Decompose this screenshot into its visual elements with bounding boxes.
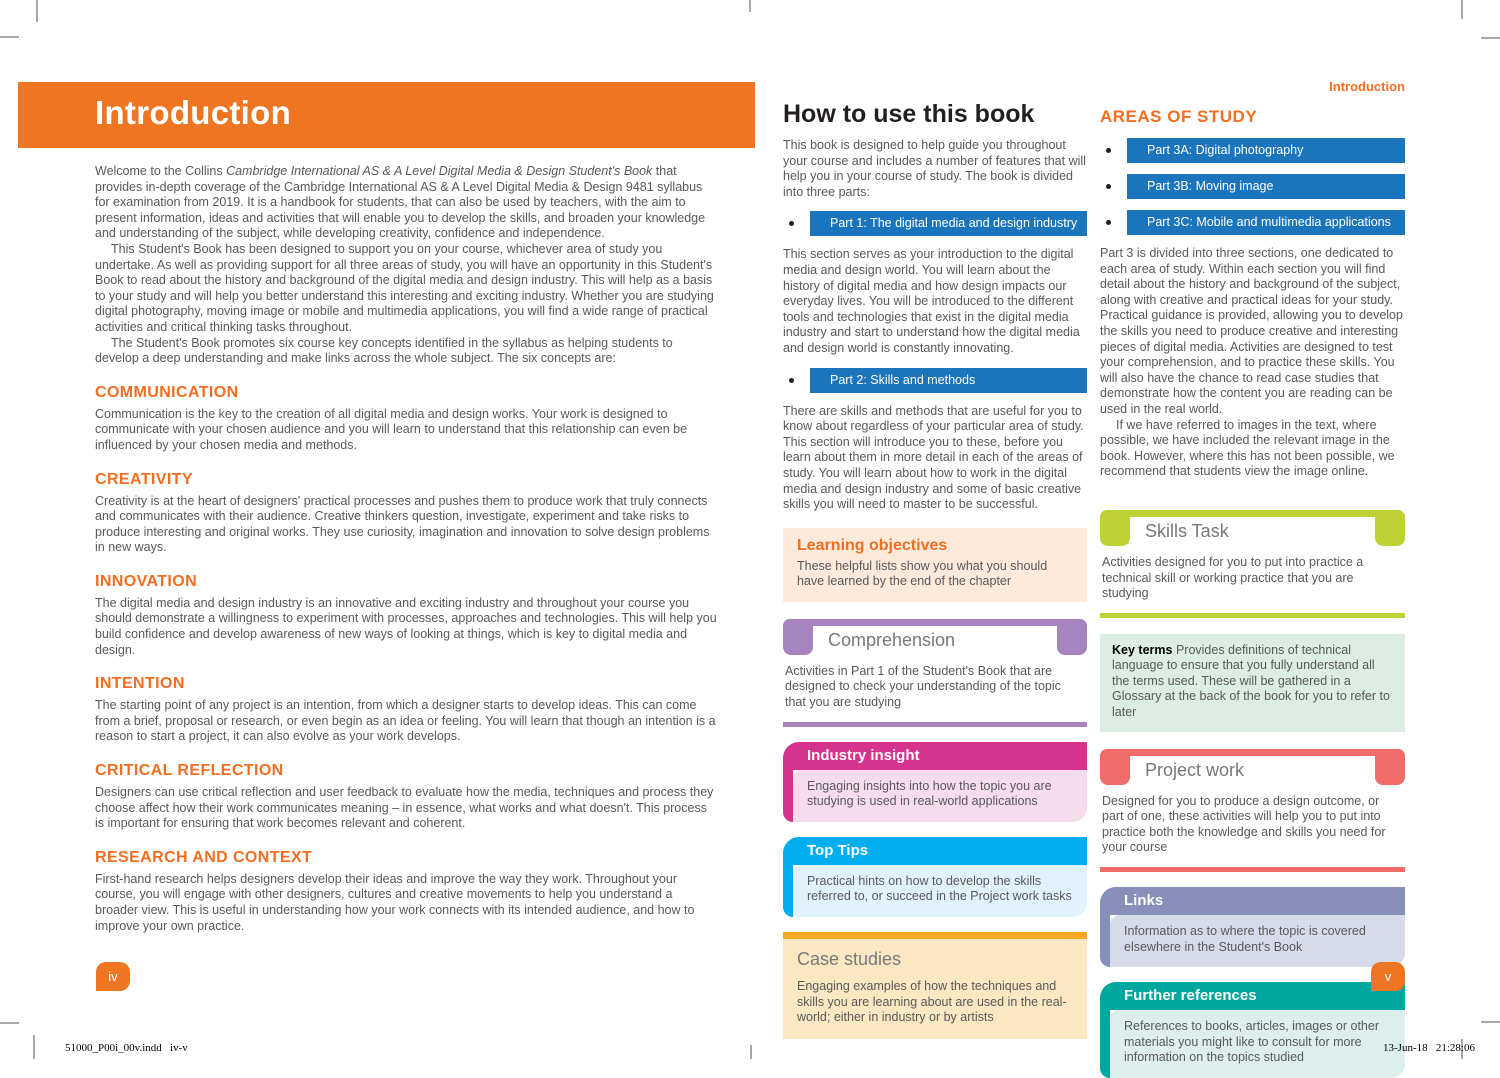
band-stripe (1100, 1010, 1110, 1078)
key-terms-paragraph (1112, 643, 1393, 721)
how-to-title: How to use this book (783, 100, 1035, 128)
part-3c-row (1100, 210, 1405, 235)
bullet-icon (1106, 148, 1111, 153)
case-studies-title: Case studies (797, 949, 902, 970)
case-studies-body: Engaging examples of how the techniques and skills you are learning about are used in the real-world; either in industry or by artists (797, 979, 1067, 1025)
running-head: Introduction (1329, 79, 1405, 94)
bullet-icon (1106, 184, 1111, 189)
top-tips-body: Practical hints on how to develop the skills referred to, or succeed in the Project work tasks (793, 865, 1087, 917)
tab-bar (1100, 510, 1405, 517)
intro-paragraph-1 (95, 164, 718, 242)
key-terms-body: Provides definitions of technical language to ensure that you fully understand all the terms used. These will be gathered in a Glossary at the back of the book for you to refer to later (1112, 642, 1390, 720)
how-to-intro: This book is designed to help guide you throughout your course and includes a number of features that will help you in your course of study. The book is divided into three parts: (783, 138, 1086, 199)
tab-bar (1100, 749, 1405, 756)
part-2-row (783, 368, 1087, 393)
industry-insight-title: Industry insight (783, 742, 1087, 770)
part-2-bar: Part 2: Skills and methods (810, 368, 1087, 393)
tab-right (1057, 619, 1087, 655)
band-stripe (783, 770, 793, 822)
tab-rule (1100, 867, 1405, 872)
tab-left (783, 619, 813, 655)
left-page-body (95, 164, 718, 934)
links-body: Information as to where the topic is covered elsewhere in the Student's Book (1110, 915, 1405, 967)
links-box (1100, 887, 1405, 967)
page-number-left: iv (96, 962, 130, 991)
section-body-communication: Communication is the key to the creation of all digital media and design works. Your work is designed to communicate with your chosen audience and you will learn to understand that this relationship can even be influenced by your chosen media and methods. (95, 406, 688, 452)
bullet-icon (789, 221, 794, 226)
skills-task-box (1100, 510, 1405, 618)
crop-mark (749, 0, 751, 12)
bullet-icon (1106, 220, 1111, 225)
part-1-description: This section serves as your introduction to the digital media and design world. You will learn about the history of digital media and how design impacts our everyday lives. You will be introduced to the different tools and technologies that exist in the digital media industry and start to understand how the digital media and design world is constantly innovating. (783, 247, 1080, 355)
areas-paragraph-2: If we have referred to images in the text, where possible, we have included the relevant image in the book. However, where this has not been possible, we recommend that students view the image online. (1100, 417, 1395, 479)
section-heading-research-and-context: RESEARCH AND CONTEXT (95, 848, 313, 866)
project-work-body: Designed for you to produce a design outcome, or part of one, these activities will help you to put into practice both the knowledge and skills you need for your course (1102, 793, 1386, 855)
book-title-italic: Cambridge International AS & A Level Digital Media & Design Student's Book (226, 164, 653, 178)
learning-objectives-box (783, 528, 1087, 602)
tab-left (1100, 510, 1130, 546)
bullet-icon (789, 378, 794, 383)
skills-task-body: Activities designed for you to put into practice a technical skill or working practice that you are studying (1102, 554, 1364, 601)
links-title: Links (1100, 887, 1405, 915)
band-stripe (783, 865, 793, 917)
case-studies-box (783, 932, 1087, 1039)
band-wrap (1100, 915, 1405, 967)
further-references-title: Further references (1100, 982, 1405, 1010)
top-tips-title: Top Tips (783, 837, 1087, 865)
areas-of-study-heading: AREAS OF STUDY (1100, 107, 1258, 126)
crop-mark (750, 1045, 752, 1059)
learning-objectives-body: These helpful lists show you what you should have learned by the end of the chapter (797, 558, 1048, 589)
crop-mark (1481, 1021, 1500, 1023)
tab-rule (1100, 613, 1405, 618)
areas-paragraph-1: Part 3 is divided into three sections, one dedicated to each area of study. Within each section you will find detail about the history and background of the subject, along with creative and practical ideas for your study. Practical guidance is provided, allowing you to develop the skills you need to produce creative and interesting pieces of digital media. Activities are designed to test your comprehension, and to practice these skills. You will also have the chance to read case studies that demonstrate how the content you are reading can be used in the real world. (1100, 246, 1403, 416)
section-heading-communication: COMMUNICATION (95, 383, 239, 401)
part-3a-bar: Part 3A: Digital photography (1127, 138, 1405, 163)
comprehension-body: Activities in Part 1 of the Student's Book that are designed to check your understanding of the topic that you are studying (785, 663, 1061, 710)
slug-timestamp: 13-Jun-18 21:28:06 (1383, 1042, 1475, 1054)
skills-task-header (1100, 510, 1405, 546)
section-body-creativity: Creativity is at the heart of designers' practical processes and pushes them to produce work that truly connects and communicates with their audience. Creative thinkers question, investigate, experiment and take risks to produce interesting and original works. They use curiosity, imagination and innovation to solve design problems in new ways. (95, 493, 710, 555)
project-work-header (1100, 749, 1405, 785)
comprehension-header (783, 619, 1087, 655)
section-body-innovation: The digital media and design industry is an innovative and exciting industry and throughout your course you should demonstrate a willingness to experiment with processes, approaches and technologies. This will help you build confidence and develop awareness of new ways of looking at things, which is key to digital media and design. (95, 595, 717, 657)
part-3b-row (1100, 174, 1405, 199)
crop-mark (36, 0, 38, 22)
skills-task-title: Skills Task (1145, 520, 1229, 541)
learning-objectives-title: Learning objectives (797, 536, 948, 554)
band-stripe (1100, 915, 1110, 967)
further-references-body: References to books, articles, images or other materials you might like to consult for more information on the topics studied (1110, 1010, 1405, 1078)
page-number-right: v (1371, 962, 1405, 991)
section-heading-creativity: CREATIVITY (95, 470, 193, 488)
band-wrap (1100, 1010, 1405, 1078)
band-wrap (783, 865, 1087, 917)
part-1-row (783, 211, 1087, 236)
areas-of-study-column (1100, 79, 1405, 1078)
band-wrap (783, 770, 1087, 822)
top-tips-box (783, 837, 1087, 917)
project-work-title: Project work (1145, 759, 1245, 780)
intro-p1-prefix: Welcome to the Collins (95, 164, 227, 178)
crop-mark (0, 1022, 19, 1024)
part-1-bar: Part 1: The digital media and design industry (810, 211, 1087, 236)
project-work-box (1100, 749, 1405, 872)
how-to-use-column (783, 100, 1087, 1039)
tab-right (1375, 510, 1405, 546)
industry-insight-body: Engaging insights into how the topic you are studying is used in real-world applications (793, 770, 1087, 822)
crop-mark (0, 36, 19, 38)
section-body-research-and-context: First-hand research helps designers develop their ideas and improve the way they work. Throughout your course, you will engage with other designers, cultures and creative movements to help you understand a broader view. This is useful in understanding how your work connects with its intended audience, and how to improve your own practice. (95, 871, 695, 933)
further-references-box (1100, 982, 1405, 1078)
tab-rule (783, 722, 1087, 727)
intro-paragraph-3: The Student's Book promotes six course key concepts identified in the syllabus as helping students to develop a deep understanding and make links across the whole subject. The six concepts are: (95, 335, 673, 366)
section-heading-critical-reflection: CRITICAL REFLECTION (95, 762, 284, 780)
key-terms-box (1100, 634, 1405, 732)
part-3c-bar: Part 3C: Mobile and multimedia applications (1127, 210, 1405, 235)
case-studies-body-box (783, 939, 1087, 1039)
tab-bar (783, 619, 1087, 626)
comprehension-box (783, 619, 1087, 727)
comprehension-title: Comprehension (828, 629, 956, 650)
section-body-critical-reflection: Designers can use critical reflection and user feedback to evaluate how the media, techniques and process they choose affect how their work communicates meaning – in essence, what works and what doesn't. This process is important for ensuring that work becomes relevant and coherent. (95, 785, 714, 831)
slug-filename: 51000_P00i_00v.indd iv-v (65, 1042, 188, 1054)
chapter-banner (18, 82, 755, 148)
key-terms-title: Key terms (1112, 642, 1173, 657)
tab-left (1100, 749, 1130, 785)
part-3a-row (1100, 138, 1405, 163)
industry-insight-box (783, 742, 1087, 822)
section-body-intention: The starting point of any project is an intention, from which a designer starts to develop ideas. This can come from a brief, proposal or research, or even begin as an idea or feeling. You will learn that though an intention is a reason to start a project, it can also evolve as your work develops. (95, 698, 716, 744)
intro-p1-suffix: that provides in-depth coverage of the Cambridge International AS & A Level Digital Media & Design 9481 syllabus for examination from 2019. It is a handbook for students, that can also be used by teachers, with the aim to present information, ideas and activities that will enable you to develop the skills, and broaden your knowledge and understanding of the subject, while developing creativity, confidence and independence. (95, 164, 706, 241)
part-2-description: There are skills and methods that are useful for you to know about regardless of your particular area of study. This section will introduce you to these, before you learn about them in more detail in each of the areas of study. You will learn about how to work in the digital media and design industry and some of basic creative skills you will need to master to be successful. (783, 403, 1084, 512)
tab-right (1375, 749, 1405, 785)
case-studies-top-bar (783, 932, 1087, 939)
intro-paragraph-2: This Student's Book has been designed to support you on your course, whichever area of study you undertake. As well as providing support for all three areas of study, you will have an opportunity in this Student's Book to read about the history and background of the digital media and design industry. This will help as a basis to your study and will help you better understand this interesting and exciting industry. Whether you are studying digital photography, moving image or mobile and multimedia applications, you will find a wide range of practical activities and critical thinking tasks throughout. (95, 241, 714, 334)
section-heading-innovation: INNOVATION (95, 572, 198, 590)
chapter-title: Introduction (95, 94, 292, 131)
part-3b-bar: Part 3B: Moving image (1127, 174, 1405, 199)
crop-mark (1481, 37, 1500, 39)
crop-mark (1461, 0, 1463, 19)
crop-mark (33, 1035, 35, 1059)
section-heading-intention: INTENTION (95, 675, 185, 693)
